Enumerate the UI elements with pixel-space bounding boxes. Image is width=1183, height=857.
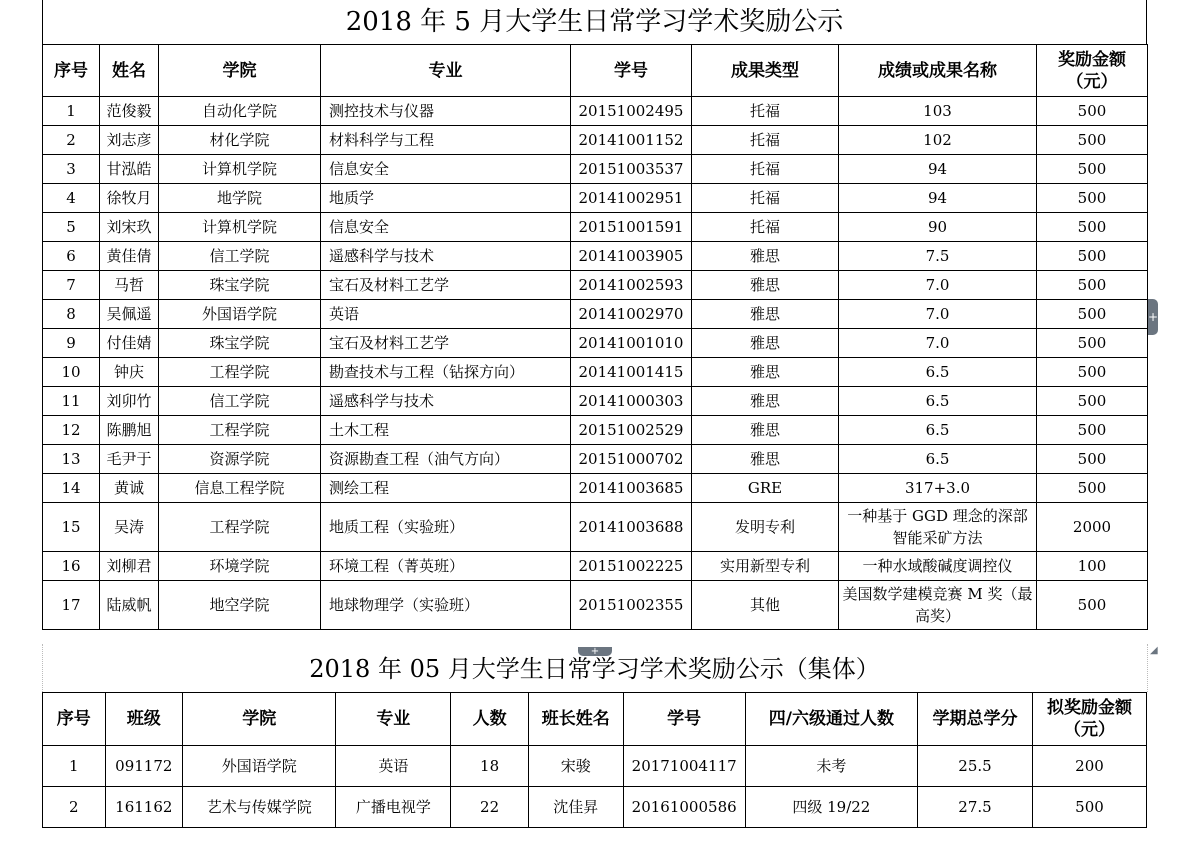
- table-row: [43, 184, 1148, 213]
- cell-score-or-result: 7.0: [839, 300, 1037, 329]
- cell-index: 9: [43, 329, 100, 358]
- cell-index: 14: [43, 474, 100, 503]
- cell-index: 13: [43, 445, 100, 474]
- cell-student-id: 20151003537: [571, 155, 692, 184]
- cell-college: 地空学院: [159, 581, 321, 630]
- cell-name: 付佳婧: [100, 329, 159, 358]
- cell-college: 材化学院: [159, 126, 321, 155]
- cell-result-type: 雅思: [692, 271, 839, 300]
- individual-award-table: [42, 44, 1148, 630]
- cell-result-type: 其他: [692, 581, 839, 630]
- cell-student-id: 20141002970: [571, 300, 692, 329]
- cell-award-amount: 500: [1037, 213, 1148, 242]
- header-college: 学院: [159, 45, 321, 97]
- cell-proposed-award: 500: [1032, 787, 1146, 828]
- cell-major: 英语: [321, 300, 571, 329]
- header-result-type: 成果类型: [692, 45, 839, 97]
- cell-name: 刘宋玖: [100, 213, 159, 242]
- cell-index: 7: [43, 271, 100, 300]
- cell-result-type: GRE: [692, 474, 839, 503]
- cell-student-id: 20151002225: [571, 552, 692, 581]
- cell-student-id: 20141003688: [571, 503, 692, 552]
- individual-title: 2018 年 5 月大学生日常学习学术奖励公示: [42, 0, 1147, 44]
- cell-result-type: 发明专利: [692, 503, 839, 552]
- table-row: [43, 126, 1148, 155]
- cell-name: 黄佳倩: [100, 242, 159, 271]
- cell-result-type: 实用新型专利: [692, 552, 839, 581]
- cell-score-or-result: 7.0: [839, 329, 1037, 358]
- cell-name: 吴佩遥: [100, 300, 159, 329]
- cell-term-credits: 25.5: [918, 746, 1033, 787]
- cell-score-or-result: 6.5: [839, 416, 1037, 445]
- cell-award-amount: 100: [1037, 552, 1148, 581]
- header-cet-pass-count: 四/六级通过人数: [745, 693, 917, 746]
- cell-index: 1: [43, 97, 100, 126]
- cell-result-type: 托福: [692, 184, 839, 213]
- cell-college: 环境学院: [159, 552, 321, 581]
- plus-icon: +: [1148, 310, 1159, 324]
- table-row: [43, 358, 1148, 387]
- table-row: [43, 387, 1148, 416]
- table-row: [43, 300, 1148, 329]
- cell-result-type: 托福: [692, 97, 839, 126]
- cell-college: 外国语学院: [159, 300, 321, 329]
- cell-college: 自动化学院: [159, 97, 321, 126]
- cell-major: 地质学: [321, 184, 571, 213]
- cell-score-or-result: 90: [839, 213, 1037, 242]
- cell-major: 信息安全: [321, 155, 571, 184]
- cell-award-amount: 500: [1037, 329, 1148, 358]
- header-index: 序号: [43, 45, 100, 97]
- cell-index: 17: [43, 581, 100, 630]
- cell-score-or-result: 6.5: [839, 445, 1037, 474]
- header-student-id: 学号: [571, 45, 692, 97]
- cell-award-amount: 2000: [1037, 503, 1148, 552]
- cell-term-credits: 27.5: [918, 787, 1033, 828]
- cell-student-id: 20151002355: [571, 581, 692, 630]
- cell-award-amount: 500: [1037, 474, 1148, 503]
- cell-name: 刘卯竹: [100, 387, 159, 416]
- cell-proposed-award: 200: [1032, 746, 1146, 787]
- cell-college: 工程学院: [159, 416, 321, 445]
- table-row: [43, 445, 1148, 474]
- cell-student-id: 20141002951: [571, 184, 692, 213]
- cell-award-amount: 500: [1037, 155, 1148, 184]
- cell-result-type: 托福: [692, 213, 839, 242]
- individual-header-row: [43, 45, 1148, 97]
- header-award-amount: 奖励金额（元）: [1037, 45, 1148, 97]
- cell-result-type: 雅思: [692, 329, 839, 358]
- cell-name: 陈鹏旭: [100, 416, 159, 445]
- cell-name: 范俊毅: [100, 97, 159, 126]
- cell-student-id: 20161000586: [623, 787, 745, 828]
- cell-result-type: 托福: [692, 126, 839, 155]
- table-row: [43, 271, 1148, 300]
- cell-award-amount: 500: [1037, 581, 1148, 630]
- cell-name: 钟庆: [100, 358, 159, 387]
- cell-result-type: 雅思: [692, 300, 839, 329]
- cell-result-type: 雅思: [692, 416, 839, 445]
- cell-index: 6: [43, 242, 100, 271]
- cell-score-or-result: 6.5: [839, 358, 1037, 387]
- cell-major: 材料科学与工程: [321, 126, 571, 155]
- cell-student-id: 20151000702: [571, 445, 692, 474]
- cell-major: 遥感科学与技术: [321, 242, 571, 271]
- cell-award-amount: 500: [1037, 184, 1148, 213]
- cell-major: 环境工程（菁英班）: [321, 552, 571, 581]
- collective-header-row: [43, 693, 1147, 746]
- cell-index: 5: [43, 213, 100, 242]
- cell-score-or-result: 一种水域酸碱度调控仪: [839, 552, 1037, 581]
- cell-award-amount: 500: [1037, 387, 1148, 416]
- header-major: 专业: [336, 693, 451, 746]
- cell-name: 刘柳君: [100, 552, 159, 581]
- table-row: [43, 503, 1148, 552]
- cell-name: 陆威帆: [100, 581, 159, 630]
- cell-major: 英语: [336, 746, 451, 787]
- cell-major: 测控技术与仪器: [321, 97, 571, 126]
- cell-class: 161162: [105, 787, 183, 828]
- cell-index: 15: [43, 503, 100, 552]
- table-row: [43, 97, 1148, 126]
- plus-icon: +: [590, 646, 600, 657]
- table-row: [43, 242, 1148, 271]
- cell-award-amount: 500: [1037, 126, 1148, 155]
- cell-student-id: 20171004117: [623, 746, 745, 787]
- header-monitor-name: 班长姓名: [528, 693, 623, 746]
- cell-student-id: 20141001010: [571, 329, 692, 358]
- cell-name: 甘泓皓: [100, 155, 159, 184]
- cell-college: 信工学院: [159, 242, 321, 271]
- header-proposed-award: 拟奖励金额（元）: [1032, 693, 1146, 746]
- cell-award-amount: 500: [1037, 97, 1148, 126]
- cell-college: 资源学院: [159, 445, 321, 474]
- cell-result-type: 雅思: [692, 387, 839, 416]
- cell-name: 马哲: [100, 271, 159, 300]
- cell-major: 宝石及材料工艺学: [321, 329, 571, 358]
- collective-title: 2018 年 05 月大学生日常学习学术奖励公示（集体）: [309, 655, 880, 683]
- cell-name: 吴涛: [100, 503, 159, 552]
- table-row: [43, 213, 1148, 242]
- cell-major: 广播电视学: [336, 787, 451, 828]
- cell-name: 徐牧月: [100, 184, 159, 213]
- cell-major: 宝石及材料工艺学: [321, 271, 571, 300]
- cell-score-or-result: 94: [839, 184, 1037, 213]
- cell-college: 计算机学院: [159, 155, 321, 184]
- cell-major: 资源勘查工程（油气方向）: [321, 445, 571, 474]
- cell-score-or-result: 317+3.0: [839, 474, 1037, 503]
- cell-college: 信息工程学院: [159, 474, 321, 503]
- cell-award-amount: 500: [1037, 445, 1148, 474]
- cell-college: 珠宝学院: [159, 329, 321, 358]
- cell-score-or-result: 美国数学建模竞赛 M 奖（最高奖）: [839, 581, 1037, 630]
- cell-score-or-result: 6.5: [839, 387, 1037, 416]
- cell-major: 勘查技术与工程（钻探方向）: [321, 358, 571, 387]
- cell-college: 艺术与传媒学院: [183, 787, 336, 828]
- cell-student-id: 20141003685: [571, 474, 692, 503]
- cell-score-or-result: 7.5: [839, 242, 1037, 271]
- cell-student-id: 20141001152: [571, 126, 692, 155]
- header-class: 班级: [105, 693, 183, 746]
- header-headcount: 人数: [451, 693, 529, 746]
- cell-student-id: 20151002495: [571, 97, 692, 126]
- table-row: [43, 416, 1148, 445]
- cell-index: 1: [43, 746, 106, 787]
- cell-name: 黄诚: [100, 474, 159, 503]
- cell-result-type: 雅思: [692, 358, 839, 387]
- cell-score-or-result: 一种基于 GGD 理念的深部智能采矿方法: [839, 503, 1037, 552]
- header-index: 序号: [43, 693, 106, 746]
- cell-major: 土木工程: [321, 416, 571, 445]
- cell-score-or-result: 103: [839, 97, 1037, 126]
- cell-result-type: 雅思: [692, 242, 839, 271]
- cell-major: 信息安全: [321, 213, 571, 242]
- header-major: 专业: [321, 45, 571, 97]
- cell-college: 外国语学院: [183, 746, 336, 787]
- header-score-or-result: 成绩或成果名称: [839, 45, 1037, 97]
- cell-monitor-name: 宋骏: [528, 746, 623, 787]
- header-term-credits: 学期总学分: [918, 693, 1033, 746]
- cell-student-id: 20151001591: [571, 213, 692, 242]
- cell-name: 毛尹于: [100, 445, 159, 474]
- cell-headcount: 22: [451, 787, 529, 828]
- cell-major: 测绘工程: [321, 474, 571, 503]
- cell-major: 地球物理学（实验班）: [321, 581, 571, 630]
- cell-award-amount: 500: [1037, 358, 1148, 387]
- cell-headcount: 18: [451, 746, 529, 787]
- cell-result-type: 托福: [692, 155, 839, 184]
- table-row: [43, 552, 1148, 581]
- cell-index: 3: [43, 155, 100, 184]
- cell-index: 8: [43, 300, 100, 329]
- cell-college: 工程学院: [159, 503, 321, 552]
- cell-cet-pass-count: 未考: [745, 746, 917, 787]
- header-college: 学院: [183, 693, 336, 746]
- cell-student-id: 20141000303: [571, 387, 692, 416]
- cell-award-amount: 500: [1037, 300, 1148, 329]
- table-row: [43, 329, 1148, 358]
- cell-index: 16: [43, 552, 100, 581]
- cell-college: 地学院: [159, 184, 321, 213]
- table-resize-icon[interactable]: ◢: [1150, 645, 1158, 656]
- table-row: [43, 746, 1147, 787]
- cell-score-or-result: 102: [839, 126, 1037, 155]
- cell-cet-pass-count: 四级 19/22: [745, 787, 917, 828]
- cell-index: 2: [43, 126, 100, 155]
- cell-award-amount: 500: [1037, 271, 1148, 300]
- cell-class: 091172: [105, 746, 183, 787]
- cell-award-amount: 500: [1037, 242, 1148, 271]
- table-row: [43, 155, 1148, 184]
- collective-award-table: [42, 692, 1147, 828]
- table-row: [43, 787, 1147, 828]
- cell-college: 珠宝学院: [159, 271, 321, 300]
- header-student-id: 学号: [623, 693, 745, 746]
- cell-score-or-result: 7.0: [839, 271, 1037, 300]
- table-row: [43, 474, 1148, 503]
- table-row: [43, 581, 1148, 630]
- add-column-handle[interactable]: [1148, 299, 1158, 335]
- header-name: 姓名: [100, 45, 159, 97]
- cell-name: 刘志彦: [100, 126, 159, 155]
- cell-monitor-name: 沈佳昇: [528, 787, 623, 828]
- cell-result-type: 雅思: [692, 445, 839, 474]
- cell-award-amount: 500: [1037, 416, 1148, 445]
- cell-student-id: 20151002529: [571, 416, 692, 445]
- cell-score-or-result: 94: [839, 155, 1037, 184]
- cell-index: 10: [43, 358, 100, 387]
- cell-index: 2: [43, 787, 106, 828]
- cell-major: 遥感科学与技术: [321, 387, 571, 416]
- cell-student-id: 20141003905: [571, 242, 692, 271]
- cell-index: 4: [43, 184, 100, 213]
- cell-index: 11: [43, 387, 100, 416]
- cell-college: 信工学院: [159, 387, 321, 416]
- table-guide-right: [1147, 644, 1148, 692]
- cell-major: 地质工程（实验班）: [321, 503, 571, 552]
- cell-index: 12: [43, 416, 100, 445]
- cell-college: 工程学院: [159, 358, 321, 387]
- cell-college: 计算机学院: [159, 213, 321, 242]
- cell-student-id: 20141002593: [571, 271, 692, 300]
- cell-student-id: 20141001415: [571, 358, 692, 387]
